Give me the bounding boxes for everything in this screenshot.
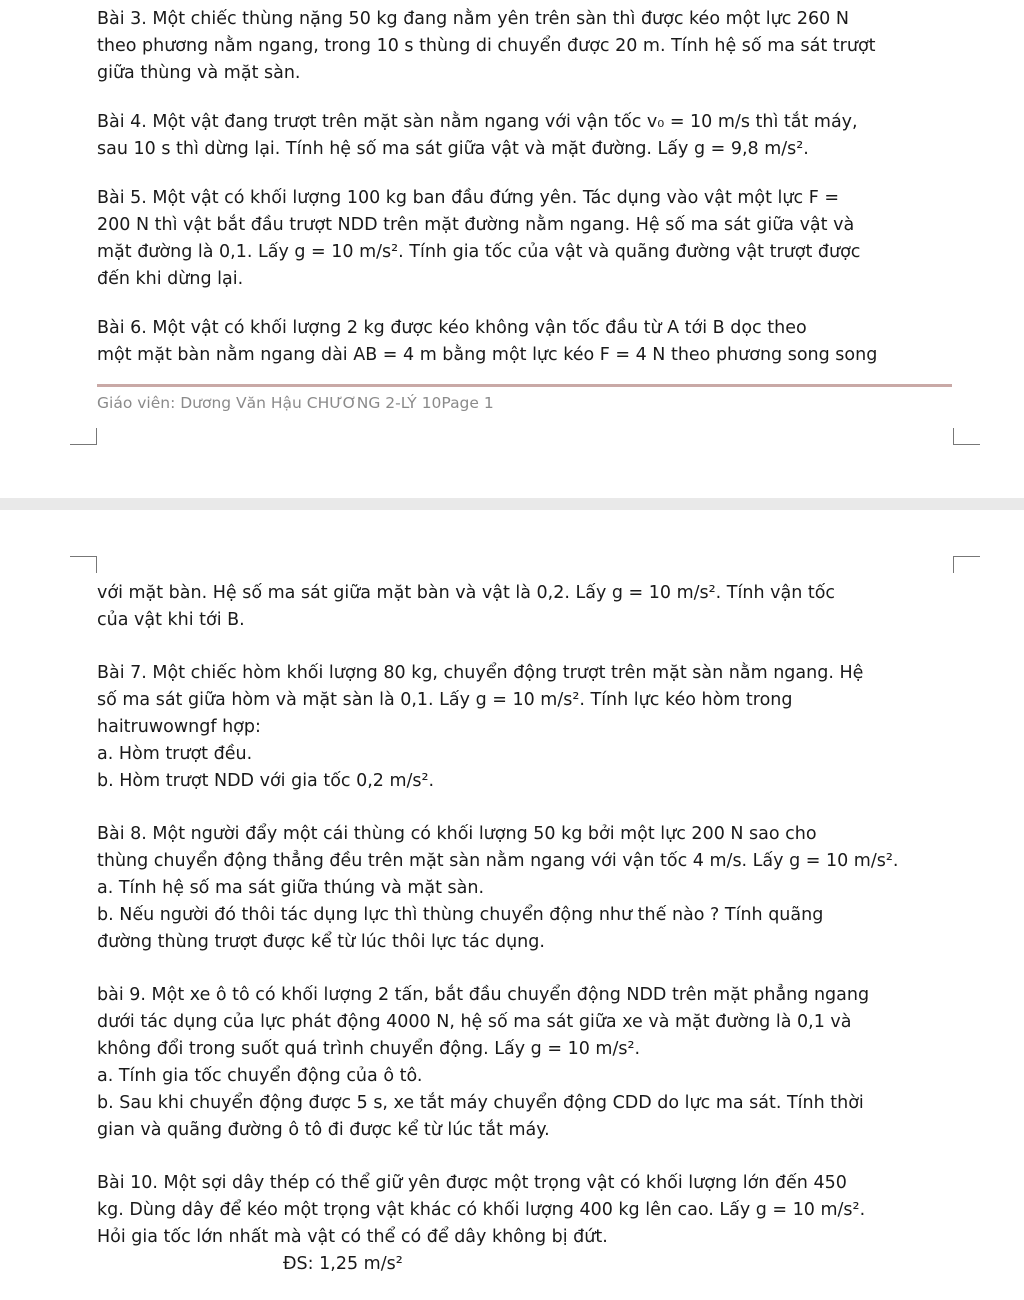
text-line: thùng chuyển động thẳng đều trên mặt sàn nằm ngang với vận tốc 4 m/s. Lấy g = 10 m/s². — [97, 851, 899, 871]
text-line: của vật khi tới B. — [97, 610, 245, 630]
text-line: Bài 4. Một vật đang trượt trên mặt sàn nằm ngang với vận tốc v₀ = 10 m/s thì tắt máy, — [97, 112, 858, 132]
problem-8 — [97, 821, 947, 956]
text-line: a. Tính hệ số ma sát giữa thúng và mặt sàn. — [97, 878, 485, 898]
text-line: đường thùng trượt được kể từ lúc thôi lực tác dụng. — [97, 932, 545, 952]
page-corner-mark — [953, 428, 980, 445]
page-footer: Giáo viên: Dương Văn Hậu CHƯƠNG 2-LÝ 10Page 1 — [97, 394, 494, 412]
text-line: Bài 8. Một người đẩy một cái thùng có khối lượng 50 kg bởi một lực 200 N sao cho — [97, 824, 817, 844]
text-line: mặt đường là 0,1. Lấy g = 10 m/s². Tính gia tốc của vật và quãng đường vật trượt được — [97, 242, 861, 262]
page-corner-mark — [70, 556, 97, 573]
problem-9 — [97, 982, 947, 1144]
page-1-content — [97, 6, 947, 391]
text-line: Bài 3. Một chiếc thùng nặng 50 kg đang nằm yên trên sàn thì được kéo một lực 260 N — [97, 9, 849, 29]
problem-7 — [97, 660, 947, 795]
page-gap — [0, 498, 1024, 510]
text-line: b. Nếu người đó thôi tác dụng lực thì thùng chuyển động như thế nào ? Tính quãng — [97, 905, 824, 925]
text-line: số ma sát giữa hòm và mặt sàn là 0,1. Lấy g = 10 m/s². Tính lực kéo hòm trong — [97, 690, 793, 710]
text-line: bài 9. Một xe ô tô có khối lượng 2 tấn, bắt đầu chuyển động NDD trên mặt phẳng ngang — [97, 985, 870, 1005]
text-line: Bài 6. Một vật có khối lượng 2 kg được kéo không vận tốc đầu từ A tới B dọc theo — [97, 318, 807, 338]
document-page-1 — [0, 0, 1024, 498]
text-line: một mặt bàn nằm ngang dài AB = 4 m bằng một lực kéo F = 4 N theo phương song song — [97, 345, 878, 365]
text-line: dưới tác dụng của lực phát động 4000 N, hệ số ma sát giữa xe và mặt đường là 0,1 và — [97, 1012, 852, 1032]
text-line: Bài 5. Một vật có khối lượng 100 kg ban đầu đứng yên. Tác dụng vào vật một lực F = — [97, 188, 839, 208]
text-line: Hỏi gia tốc lớn nhất mà vật có thể có để dây không bị đứt. — [97, 1227, 608, 1247]
text-line: với mặt bàn. Hệ số ma sát giữa mặt bàn và vật là 0,2. Lấy g = 10 m/s². Tính vận tốc — [97, 583, 836, 603]
problem-4 — [97, 109, 947, 163]
problem-3 — [97, 6, 947, 87]
text-line: giữa thùng và mặt sàn. — [97, 63, 301, 83]
problem-10 — [97, 1170, 947, 1278]
text-line: a. Tính gia tốc chuyển động của ô tô. — [97, 1066, 423, 1086]
text-line: Bài 7. Một chiếc hòm khối lượng 80 kg, chuyển động trượt trên mặt sàn nằm ngang. Hệ — [97, 663, 864, 683]
footer-divider — [97, 384, 952, 387]
page-corner-mark — [70, 428, 97, 445]
text-line: theo phương nằm ngang, trong 10 s thùng di chuyển được 20 m. Tính hệ số ma sát trượt — [97, 36, 876, 56]
text-line: a. Hòm trượt đều. — [97, 744, 253, 764]
document-page-2 — [0, 510, 1024, 1280]
text-line: Bài 10. Một sợi dây thép có thể giữ yên được một trọng vật có khối lượng lớn đến 450 — [97, 1173, 847, 1193]
text-line: đến khi dừng lại. — [97, 269, 244, 289]
text-line: gian và quãng đường ô tô đi được kể từ lúc tắt máy. — [97, 1120, 550, 1140]
text-line: b. Hòm trượt NDD với gia tốc 0,2 m/s². — [97, 771, 435, 791]
text-line: 200 N thì vật bắt đầu trượt NDD trên mặt đường nằm ngang. Hệ số ma sát giữa vật và — [97, 215, 855, 235]
problem-6 — [97, 315, 947, 369]
text-line: không đổi trong suốt quá trình chuyển động. Lấy g = 10 m/s². — [97, 1039, 641, 1059]
problem-5 — [97, 185, 947, 293]
text-line: kg. Dùng dây để kéo một trọng vật khác có khối lượng 400 kg lên cao. Lấy g = 10 m/s². — [97, 1200, 866, 1220]
problem-6-continued — [97, 580, 947, 634]
text-line: haitruwowngf hợp: — [97, 717, 261, 737]
page-corner-mark — [953, 556, 980, 573]
text-line: sau 10 s thì dừng lại. Tính hệ số ma sát giữa vật và mặt đường. Lấy g = 9,8 m/s². — [97, 139, 809, 159]
page-2-content — [97, 580, 947, 1300]
text-line: b. Sau khi chuyển động được 5 s, xe tắt máy chuyển động CDD do lực ma sát. Tính thời — [97, 1093, 864, 1113]
answer-line: ĐS: 1,25 m/s² — [283, 1254, 403, 1274]
